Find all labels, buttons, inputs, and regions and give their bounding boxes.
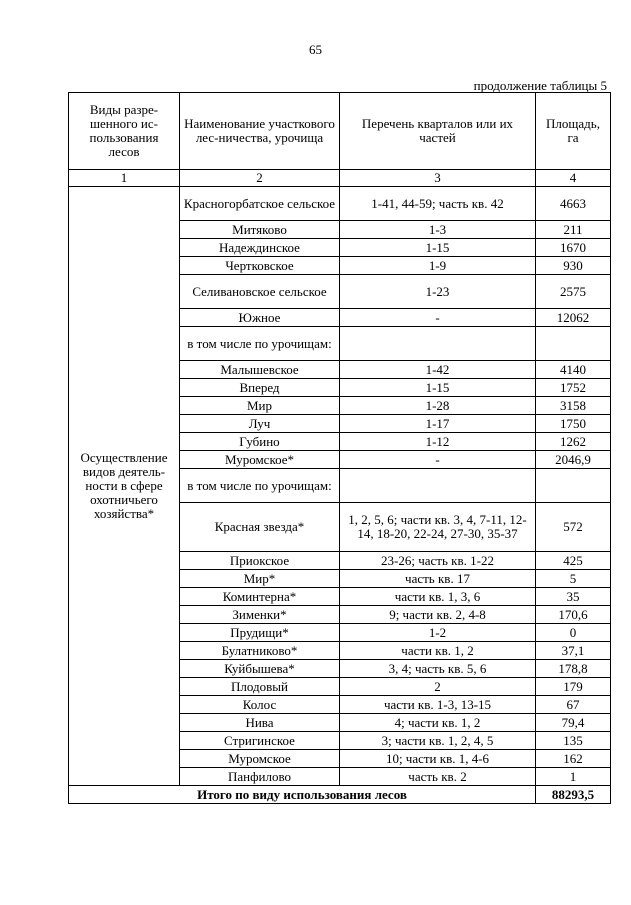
area-value: 1750 — [536, 415, 611, 433]
quarters-list — [340, 469, 536, 503]
forestry-name: Муромское — [180, 750, 340, 768]
forestry-name: Красная звезда* — [180, 503, 340, 552]
forestry-name: Куйбышева* — [180, 660, 340, 678]
area-value: 2046,9 — [536, 451, 611, 469]
area-value: 1670 — [536, 239, 611, 257]
quarters-list: 1-12 — [340, 433, 536, 451]
quarters-list: 4; части кв. 1, 2 — [340, 714, 536, 732]
quarters-list: части кв. 1-3, 13-15 — [340, 696, 536, 714]
quarters-list: часть кв. 17 — [340, 570, 536, 588]
forestry-name: Мир* — [180, 570, 340, 588]
quarters-list: часть кв. 2 — [340, 768, 536, 786]
area-value: 79,4 — [536, 714, 611, 732]
quarters-list: - — [340, 451, 536, 469]
area-value: 5 — [536, 570, 611, 588]
forestry-name: Чертковское — [180, 257, 340, 275]
forestry-name: Колос — [180, 696, 340, 714]
quarters-list: 1-9 — [340, 257, 536, 275]
forestry-name: Надеждинское — [180, 239, 340, 257]
area-value: 4663 — [536, 187, 611, 221]
quarters-list: 3, 4; часть кв. 5, 6 — [340, 660, 536, 678]
area-value: 0 — [536, 624, 611, 642]
land-use-category: Осуществление видов деятель-ности в сфере охотничьего хозяйства* — [69, 187, 180, 786]
forestry-name: Митяково — [180, 221, 340, 239]
area-value: 162 — [536, 750, 611, 768]
total-row — [69, 786, 611, 804]
quarters-list: 2 — [340, 678, 536, 696]
header-row — [69, 93, 611, 170]
forestry-name: Прудищи* — [180, 624, 340, 642]
area-value: 1752 — [536, 379, 611, 397]
area-value: 35 — [536, 588, 611, 606]
header-land-use-type: Виды разре-шенного ис-пользования лесов — [69, 93, 180, 170]
forestry-name: Стригинское — [180, 732, 340, 750]
column-number: 1 — [69, 170, 180, 187]
total-label: Итого по виду использования лесов — [69, 786, 536, 804]
column-number: 4 — [536, 170, 611, 187]
area-value: 930 — [536, 257, 611, 275]
forestry-name: Панфилово — [180, 768, 340, 786]
forestry-name: Селивановское сельское — [180, 275, 340, 309]
area-value: 3158 — [536, 397, 611, 415]
area-value: 170,6 — [536, 606, 611, 624]
subgroup-label: в том числе по урочищам: — [180, 327, 340, 361]
forestry-name: Приокское — [180, 552, 340, 570]
forestry-name: Губино — [180, 433, 340, 451]
area-value: 4140 — [536, 361, 611, 379]
area-value — [536, 327, 611, 361]
forestry-name: Плодовый — [180, 678, 340, 696]
forestry-name: Малышевское — [180, 361, 340, 379]
area-value: 179 — [536, 678, 611, 696]
quarters-list: 10; части кв. 1, 4-6 — [340, 750, 536, 768]
area-value: 67 — [536, 696, 611, 714]
forestry-name: Луч — [180, 415, 340, 433]
header-quarters-list: Перечень кварталов или их частей — [340, 93, 536, 170]
area-value: 211 — [536, 221, 611, 239]
forestry-name: Южное — [180, 309, 340, 327]
quarters-list: 1-41, 44-59; часть кв. 42 — [340, 187, 536, 221]
header-forestry-name: Наименование участкового лес-ничества, урочища — [180, 93, 340, 170]
quarters-list: - — [340, 309, 536, 327]
area-value: 135 — [536, 732, 611, 750]
forestry-name: Красногорбатское сельское — [180, 187, 340, 221]
quarters-list — [340, 327, 536, 361]
quarters-list: 1-28 — [340, 397, 536, 415]
forestry-name: Булатниково* — [180, 642, 340, 660]
area-value: 572 — [536, 503, 611, 552]
area-value: 12062 — [536, 309, 611, 327]
forestry-name: Нива — [180, 714, 340, 732]
forestry-name: Муромское* — [180, 451, 340, 469]
area-value: 2575 — [536, 275, 611, 309]
column-number-row — [69, 170, 611, 187]
area-value: 178,8 — [536, 660, 611, 678]
quarters-list: 1-2 — [340, 624, 536, 642]
quarters-list: 1-23 — [340, 275, 536, 309]
quarters-list: 1-15 — [340, 379, 536, 397]
quarters-list: 23-26; часть кв. 1-22 — [340, 552, 536, 570]
page-number: 65 — [309, 42, 322, 57]
area-value: 1 — [536, 768, 611, 786]
forestry-name: Вперед — [180, 379, 340, 397]
table-continuation-caption: продолжение таблицы 5 — [473, 78, 607, 93]
table-row — [69, 187, 611, 221]
total-value: 88293,5 — [536, 786, 611, 804]
area-value: 37,1 — [536, 642, 611, 660]
area-value: 1262 — [536, 433, 611, 451]
quarters-list: 3; части кв. 1, 2, 4, 5 — [340, 732, 536, 750]
quarters-list: 9; части кв. 2, 4-8 — [340, 606, 536, 624]
area-value: 425 — [536, 552, 611, 570]
quarters-list: части кв. 1, 2 — [340, 642, 536, 660]
forestry-name: Зименки* — [180, 606, 340, 624]
area-value — [536, 469, 611, 503]
land-use-table — [68, 92, 611, 804]
quarters-list: 1-42 — [340, 361, 536, 379]
column-number: 3 — [340, 170, 536, 187]
forestry-name: Мир — [180, 397, 340, 415]
forestry-name: Коминтерна* — [180, 588, 340, 606]
quarters-list: 1-17 — [340, 415, 536, 433]
quarters-list: 1, 2, 5, 6; части кв. 3, 4, 7-11, 12-14, 18-20, 22-24, 27-30, 35-37 — [340, 503, 536, 552]
subgroup-label: в том числе по урочищам: — [180, 469, 340, 503]
quarters-list: 1-15 — [340, 239, 536, 257]
quarters-list: части кв. 1, 3, 6 — [340, 588, 536, 606]
quarters-list: 1-3 — [340, 221, 536, 239]
header-area: Площадь, га — [536, 93, 611, 170]
column-number: 2 — [180, 170, 340, 187]
